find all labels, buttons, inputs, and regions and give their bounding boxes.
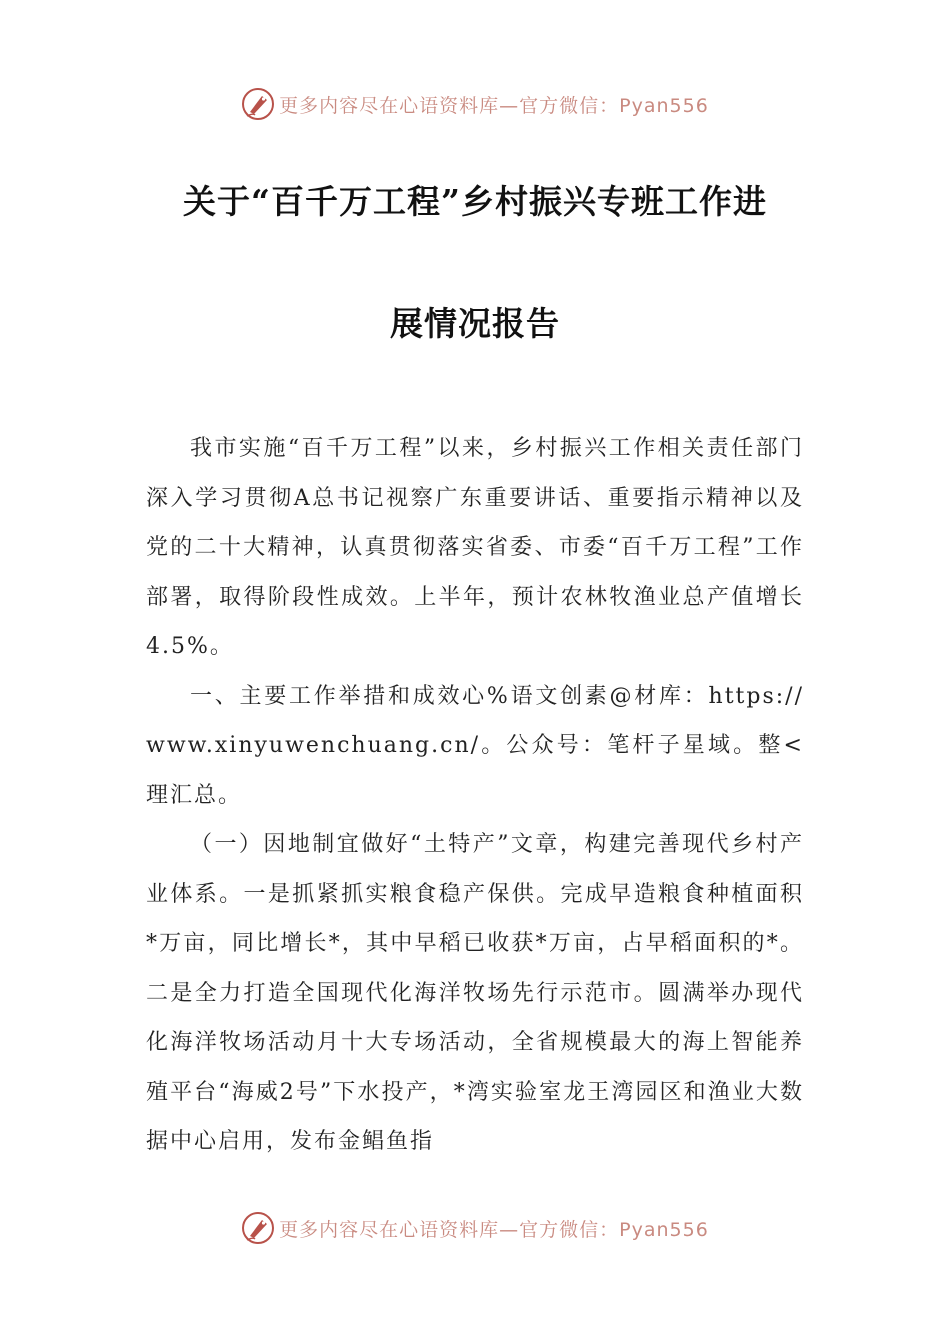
- document-title-line-2: 展情况报告: [390, 304, 560, 343]
- watermark-banner-bottom: [0, 1208, 950, 1248]
- watermark-banner-top: [0, 84, 950, 124]
- document-title-line-1: 关于“百千万工程”乡村振兴专班工作进: [183, 182, 767, 221]
- paragraph-section-1-1: （一）因地制宜做好“土特产”文章，构建完善现代乡村产业体系。一是抓紧抓实粮食稳产保供。完成早造粮食种植面积*万亩，同比增长*，其中早稻已收获*万亩，占早稻面积的*。二是全力打造全国现代化海洋牧场先行示范市。圆满举办现代化海洋牧场活动月十大专场活动，全省规模最大的海上智能养殖平台“海威2号”下水投产，*湾实验室龙王湾园区和渔业大数据中心启用，发布金鲳鱼指: [146, 832, 804, 1154]
- paragraph-intro: 我市实施“百千万工程”以来，乡村振兴工作相关责任部门深入学习贯彻A总书记视察广东重要讲话、重要指示精神以及党的二十大精神，认真贯彻落实省委、市委“百千万工程”工作部署，取得阶段性成效。上半年，预计农林牧渔业总产值增长4.5%。: [146, 436, 804, 659]
- watermark-text: 更多内容尽在心语资料库—官方微信：Pyan556: [279, 1218, 709, 1241]
- pen-nib-in-circle-icon: [241, 1211, 275, 1245]
- paragraph-section-1-heading: 一、主要工作举措和成效心%语文创素@材库：https://www.xinyuwenchuang.cn/。公众号：笔杆子星域。整<理汇总。: [146, 683, 804, 808]
- pen-nib-in-circle-icon: [241, 87, 275, 121]
- watermark-text: 更多内容尽在心语资料库—官方微信：Pyan556: [279, 94, 709, 117]
- document-body: [146, 424, 804, 1167]
